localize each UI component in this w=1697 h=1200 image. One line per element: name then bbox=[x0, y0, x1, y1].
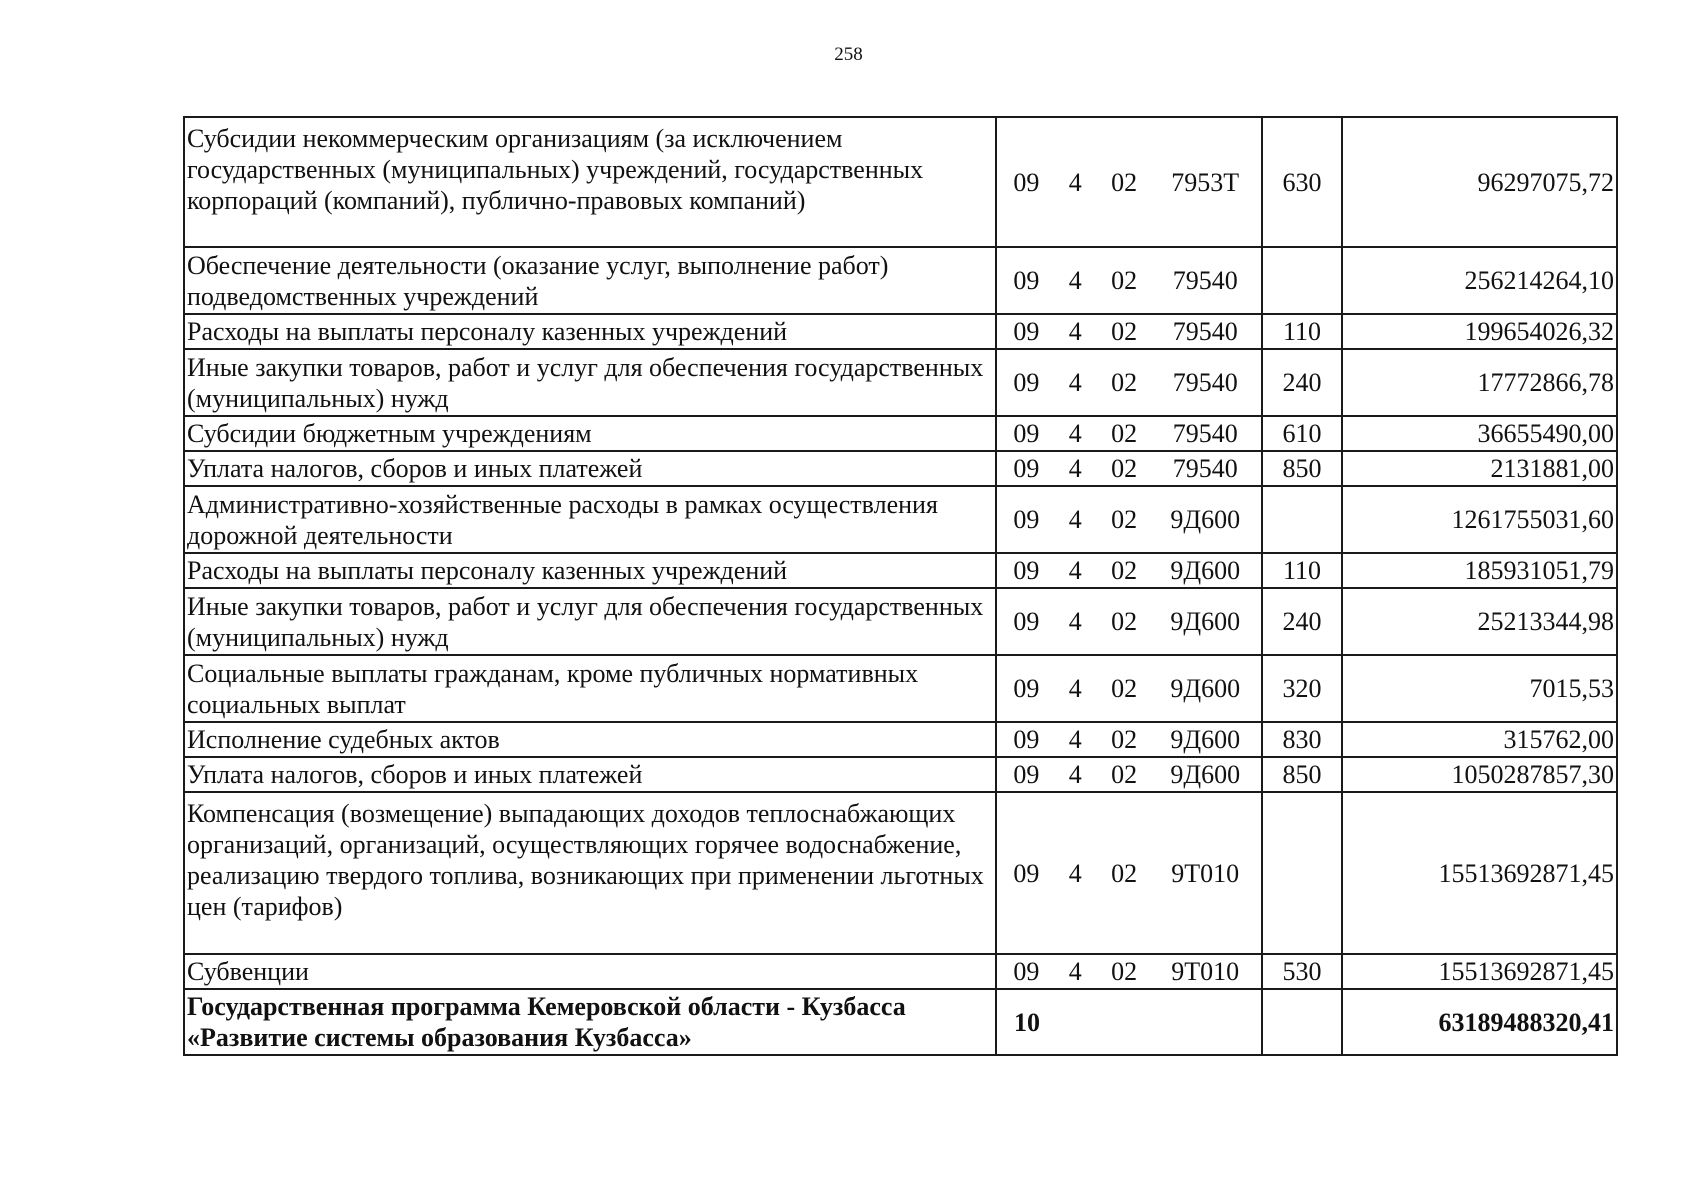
article-code: 9Д600 bbox=[1170, 674, 1241, 703]
expense-type bbox=[1262, 792, 1342, 954]
amount: 15513692871,45 bbox=[1342, 954, 1617, 989]
program-code: 4 bbox=[1068, 454, 1082, 483]
table-row bbox=[184, 451, 1617, 486]
subprogram-code: 02 bbox=[1111, 266, 1138, 295]
expense-type: 830 bbox=[1262, 722, 1342, 757]
program-code: 4 bbox=[1068, 419, 1082, 448]
program-code: 4 bbox=[1068, 957, 1082, 986]
amount: 17772866,78 bbox=[1342, 349, 1617, 416]
expense-type bbox=[1262, 989, 1342, 1055]
razdel-code: 09 bbox=[1013, 858, 1040, 888]
amount: 1261755031,60 bbox=[1342, 486, 1617, 553]
amount: 185931051,79 bbox=[1342, 553, 1617, 588]
razdel-code: 09 bbox=[1013, 607, 1040, 636]
row-name: Обеспечение деятельности (оказание услуг, выполнение работ) подведомственных учреждений bbox=[184, 247, 996, 314]
row-code bbox=[996, 117, 1262, 247]
program-name-line-2: «Развитие системы образования Кузбасса» bbox=[187, 1023, 692, 1052]
subprogram-code: 02 bbox=[1111, 454, 1138, 483]
row-name: Субсидии бюджетным учреждениям bbox=[184, 416, 996, 451]
subprogram-code: 02 bbox=[1111, 957, 1138, 986]
razdel-code: 09 bbox=[1013, 266, 1040, 295]
table-row bbox=[184, 588, 1617, 655]
table-row bbox=[184, 314, 1617, 349]
program-code: 4 bbox=[1068, 317, 1082, 346]
subprogram-code: 02 bbox=[1111, 419, 1138, 448]
program-code: 4 bbox=[1068, 266, 1082, 295]
row-code bbox=[996, 954, 1262, 989]
article-code: 9Т010 bbox=[1171, 957, 1240, 986]
subprogram-code: 02 bbox=[1111, 607, 1138, 636]
subprogram-code: 02 bbox=[1111, 858, 1138, 888]
row-code bbox=[996, 553, 1262, 588]
table-row bbox=[184, 553, 1617, 588]
row-code bbox=[996, 486, 1262, 553]
expense-type: 850 bbox=[1262, 757, 1342, 792]
article-code: 79540 bbox=[1172, 454, 1238, 483]
article-code: 79540 bbox=[1172, 317, 1238, 346]
expense-type bbox=[1262, 486, 1342, 553]
expense-type: 530 bbox=[1262, 954, 1342, 989]
expense-type: 240 bbox=[1262, 588, 1342, 655]
row-code bbox=[996, 314, 1262, 349]
row-name: Социальные выплаты гражданам, кроме публичных нормативных социальных выплат bbox=[184, 655, 996, 722]
program-code: 4 bbox=[1068, 556, 1082, 585]
subprogram-code: 02 bbox=[1111, 505, 1138, 534]
table-row bbox=[184, 349, 1617, 416]
row-name: Иные закупки товаров, работ и услуг для обеспечения государственных (муниципальных) нужд bbox=[184, 588, 996, 655]
amount: 7015,53 bbox=[1342, 655, 1617, 722]
row-name: Уплата налогов, сборов и иных платежей bbox=[184, 757, 996, 792]
table-row bbox=[184, 117, 1617, 247]
amount: 2131881,00 bbox=[1342, 451, 1617, 486]
row-name: Исполнение судебных актов bbox=[184, 722, 996, 757]
subprogram-code: 02 bbox=[1111, 167, 1138, 197]
row-code bbox=[996, 792, 1262, 954]
subprogram-code: 02 bbox=[1111, 725, 1138, 754]
razdel-code: 09 bbox=[1013, 556, 1040, 585]
article-code: 79540 bbox=[1172, 266, 1238, 295]
program-code: 4 bbox=[1068, 674, 1082, 703]
amount: 36655490,00 bbox=[1342, 416, 1617, 451]
program-code: 4 bbox=[1068, 760, 1082, 789]
row-name: Административно-хозяйственные расходы в рамках осуществления дорожной деятельности bbox=[184, 486, 996, 553]
expense-type: 110 bbox=[1262, 314, 1342, 349]
program-code: 4 bbox=[1068, 368, 1082, 397]
table-row bbox=[184, 792, 1617, 954]
amount: 315762,00 bbox=[1342, 722, 1617, 757]
row-code bbox=[996, 588, 1262, 655]
row-name: Расходы на выплаты персоналу казенных учреждений bbox=[184, 553, 996, 588]
amount: 1050287857,30 bbox=[1342, 757, 1617, 792]
amount: 96297075,72 bbox=[1342, 117, 1617, 247]
razdel-code: 09 bbox=[1013, 957, 1040, 986]
razdel-code: 09 bbox=[1013, 317, 1040, 346]
article-code: 79540 bbox=[1172, 419, 1238, 448]
row-name: Субвенции bbox=[184, 954, 996, 989]
row-code bbox=[996, 757, 1262, 792]
razdel-code: 09 bbox=[1013, 419, 1040, 448]
article-code: 9Д600 bbox=[1170, 556, 1241, 585]
razdel-code: 09 bbox=[1013, 505, 1040, 534]
article-code: 9Д600 bbox=[1170, 725, 1241, 754]
table-row bbox=[184, 486, 1617, 553]
expense-type bbox=[1262, 247, 1342, 314]
table-row bbox=[184, 655, 1617, 722]
page-number: 258 bbox=[834, 44, 863, 65]
row-code bbox=[996, 722, 1262, 757]
article-code: 9Т010 bbox=[1171, 858, 1240, 888]
amount: 199654026,32 bbox=[1342, 314, 1617, 349]
expense-type: 110 bbox=[1262, 553, 1342, 588]
table-row bbox=[184, 954, 1617, 989]
expense-type: 630 bbox=[1262, 117, 1342, 247]
razdel-code: 09 bbox=[1013, 454, 1040, 483]
program-code: 4 bbox=[1068, 858, 1082, 888]
subprogram-code: 02 bbox=[1111, 760, 1138, 789]
row-code bbox=[996, 655, 1262, 722]
amount: 25213344,98 bbox=[1342, 588, 1617, 655]
program-code: 4 bbox=[1068, 505, 1082, 534]
subprogram-code: 02 bbox=[1111, 556, 1138, 585]
amount: 256214264,10 bbox=[1342, 247, 1617, 314]
article-code: 9Д600 bbox=[1170, 505, 1241, 534]
table-row bbox=[184, 247, 1617, 314]
article-code: 79540 bbox=[1172, 368, 1238, 397]
program-code: 4 bbox=[1068, 167, 1082, 197]
expense-type: 320 bbox=[1262, 655, 1342, 722]
expense-type: 610 bbox=[1262, 416, 1342, 451]
row-code bbox=[996, 451, 1262, 486]
expense-type: 850 bbox=[1262, 451, 1342, 486]
razdel-code: 09 bbox=[1013, 760, 1040, 789]
row-name: Компенсация (возмещение) выпадающих доходов теплоснабжающих организаций, организаций, осуществляющих горячее водоснабжение, реализацию твердого топлива, возникающих при применении льготных цен (тарифов) bbox=[184, 792, 996, 954]
razdel-code: 09 bbox=[1013, 674, 1040, 703]
article-code: 9Д600 bbox=[1170, 760, 1241, 789]
row-name: Иные закупки товаров, работ и услуг для обеспечения государственных (муниципальных) нужд bbox=[184, 349, 996, 416]
article-code: 7953Т bbox=[1171, 167, 1240, 197]
row-name: Расходы на выплаты персоналу казенных учреждений bbox=[184, 314, 996, 349]
razdel-code: 09 bbox=[1013, 167, 1040, 197]
amount: 15513692871,45 bbox=[1342, 792, 1617, 954]
program-code: 4 bbox=[1068, 725, 1082, 754]
table-row bbox=[184, 722, 1617, 757]
program-name bbox=[184, 989, 996, 1055]
row-name: Уплата налогов, сборов и иных платежей bbox=[184, 451, 996, 486]
subprogram-code: 02 bbox=[1111, 674, 1138, 703]
program-total-row bbox=[184, 989, 1617, 1055]
row-name: Субсидии некоммерческим организациям (за исключением государственных (муниципальных) учреждений, государственных корпораций (компаний), публично-правовых компаний) bbox=[184, 117, 996, 247]
row-code bbox=[996, 349, 1262, 416]
row-code bbox=[996, 416, 1262, 451]
program-name-line-1: Государственная программа Кемеровской области - Кузбасса bbox=[187, 992, 906, 1021]
row-code bbox=[996, 989, 1262, 1055]
subprogram-code: 02 bbox=[1111, 368, 1138, 397]
table-row bbox=[184, 416, 1617, 451]
razdel-code: 10 bbox=[1014, 1007, 1040, 1037]
table-row bbox=[184, 757, 1617, 792]
budget-table bbox=[183, 116, 1618, 1056]
program-code: 4 bbox=[1068, 607, 1082, 636]
subprogram-code: 02 bbox=[1111, 317, 1138, 346]
row-code bbox=[996, 247, 1262, 314]
article-code: 9Д600 bbox=[1170, 607, 1241, 636]
amount: 63189488320,41 bbox=[1342, 989, 1617, 1055]
expense-type: 240 bbox=[1262, 349, 1342, 416]
razdel-code: 09 bbox=[1013, 725, 1040, 754]
razdel-code: 09 bbox=[1013, 368, 1040, 397]
